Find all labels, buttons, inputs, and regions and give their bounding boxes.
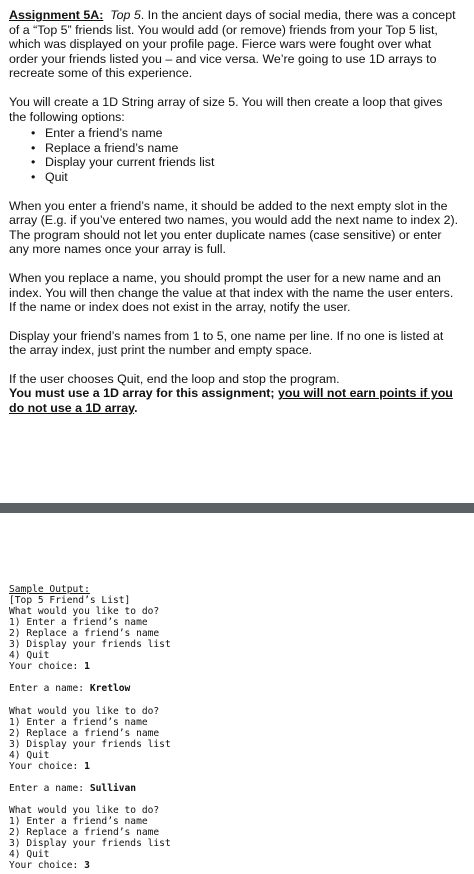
menu-line: What would you like to do? bbox=[9, 705, 160, 717]
menu-line: 3) Display your friends list bbox=[9, 639, 171, 651]
requirement-period: . bbox=[134, 401, 138, 416]
menu-line: 1) Enter a friend’s name bbox=[9, 716, 148, 728]
choice-value: 1 bbox=[84, 760, 90, 772]
choice-value: 3 bbox=[84, 860, 90, 872]
menu-line: 4) Quit bbox=[9, 650, 50, 662]
menu-line: 3) Display your friends list bbox=[9, 738, 171, 750]
name-value: Kretlow bbox=[89, 683, 131, 695]
choice-prompt: Your choice: bbox=[9, 760, 85, 772]
list-title: [Top 5 Friend’s List] bbox=[9, 595, 131, 607]
menu-line: 2) Replace a friend’s name bbox=[9, 727, 160, 739]
display-paragraph: Display your friend’s names from 1 to 5, one name per line. If no one is listed at the array index, just print the number and empty space. bbox=[9, 328, 444, 358]
menu-line: 1) Enter a friend’s name bbox=[9, 617, 148, 629]
requirement-text: You must use a 1D array for this assignment; bbox=[9, 386, 275, 401]
option-item: • Display your current friends list bbox=[31, 155, 461, 170]
assignment-title: Top 5 bbox=[110, 8, 141, 22]
requirement-underlined: you will not earn points if you do not use a 1D array bbox=[9, 386, 453, 416]
array-paragraph: You will create a 1D String array of size 5. You will then create a loop that gives the following options: bbox=[9, 94, 443, 124]
choice-prompt: Your choice: bbox=[9, 661, 85, 673]
menu-line: 3) Display your friends list bbox=[9, 838, 171, 850]
name-prompt: Enter a name: bbox=[9, 782, 90, 794]
menu-line: 4) Quit bbox=[9, 849, 50, 861]
enter-paragraph: When you enter a friend’s name, it should be added to the next empty slot in the array (E.g. if you’ve entered two names, you would add the next name to index 2). The program should not let you enter duplicate names (case sensitive) or enter any more names once your array is full. bbox=[9, 198, 459, 257]
intro-text: . In the ancient days of social media, there was a concept of a “Top 5” friends list. You would add (or remove) friends from your Top 5 list, which was displayed on your profile page. Fierce wars were fought over what order your friends listed you – and vice versa. We’re going to use 1D arrays to recreate some of this experience. bbox=[9, 8, 456, 81]
option-item: • Enter a friend’s name bbox=[31, 126, 461, 141]
menu-line: What would you like to do? bbox=[9, 804, 160, 816]
name-prompt: Enter a name: bbox=[9, 683, 90, 695]
option-item: • Replace a friend’s name bbox=[31, 141, 461, 156]
sample-heading: Sample Output: bbox=[9, 584, 90, 595]
option-item: • Quit bbox=[31, 170, 461, 185]
quit-paragraph: If the user chooses Quit, end the loop and stop the program. bbox=[9, 371, 340, 386]
menu-line: 1) Enter a friend’s name bbox=[9, 815, 148, 827]
options-list bbox=[9, 126, 461, 184]
choice-value: 1 bbox=[84, 661, 90, 673]
assignment-text bbox=[9, 8, 461, 416]
intro-paragraph bbox=[9, 8, 461, 81]
requirement-paragraph bbox=[9, 386, 461, 415]
replace-paragraph: When you replace a name, you should prompt the user for a new name and an index. You will then change the value at that index with the name the user enters. If the name or index does not exist in the array, notify the user. bbox=[9, 270, 454, 315]
menu-line: 4) Quit bbox=[9, 749, 50, 761]
choice-prompt: Your choice: bbox=[9, 860, 85, 872]
sample-output bbox=[9, 584, 459, 871]
name-value: Sullivan bbox=[89, 782, 137, 794]
menu-line: 2) Replace a friend’s name bbox=[9, 827, 160, 839]
menu-line: What would you like to do? bbox=[9, 606, 160, 618]
assignment-label: Assignment 5A: bbox=[9, 8, 104, 22]
menu-line: 2) Replace a friend’s name bbox=[9, 628, 160, 640]
page-divider bbox=[0, 503, 474, 513]
